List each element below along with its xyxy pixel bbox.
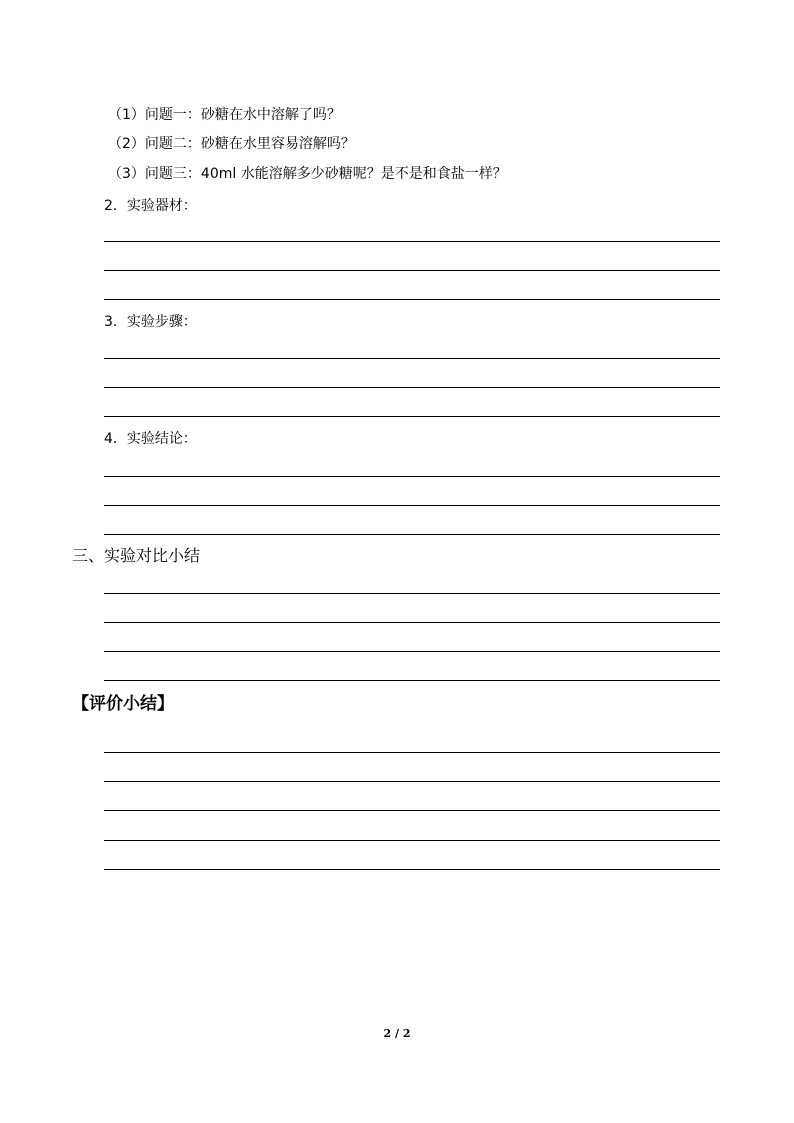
equipment-label: 2．实验器材： [104, 198, 197, 214]
answer-line [104, 869, 720, 870]
answer-line [104, 270, 720, 271]
answer-line [104, 387, 720, 388]
answer-line [104, 299, 720, 300]
evaluation-title: 【评价小结】 [72, 694, 174, 714]
answer-line [104, 781, 720, 782]
conclusion-label: 4．实验结论： [104, 431, 197, 447]
answer-line [104, 680, 720, 681]
answer-line [104, 622, 720, 623]
answer-line [104, 358, 720, 359]
question-3: （3）问题三：40ml 水能溶解多少砂糖呢？是不是和食盐一样？ [108, 166, 507, 182]
answer-line [104, 810, 720, 811]
answer-line [104, 534, 720, 535]
answer-line [104, 752, 720, 753]
part-three-title: 三、实验对比小结 [72, 546, 201, 565]
steps-label: 3．实验步骤： [104, 314, 197, 330]
answer-line [104, 476, 720, 477]
answer-line [104, 840, 720, 841]
answer-line [104, 416, 720, 417]
answer-line [104, 593, 720, 594]
answer-line [104, 241, 720, 242]
page-number: 2 / 2 [383, 1027, 411, 1040]
answer-line [104, 505, 720, 506]
answer-line [104, 651, 720, 652]
question-2: （2）问题二：砂糖在水里容易溶解吗？ [108, 136, 355, 152]
question-1: （1）问题一：砂糖在水中溶解了吗？ [108, 107, 341, 123]
